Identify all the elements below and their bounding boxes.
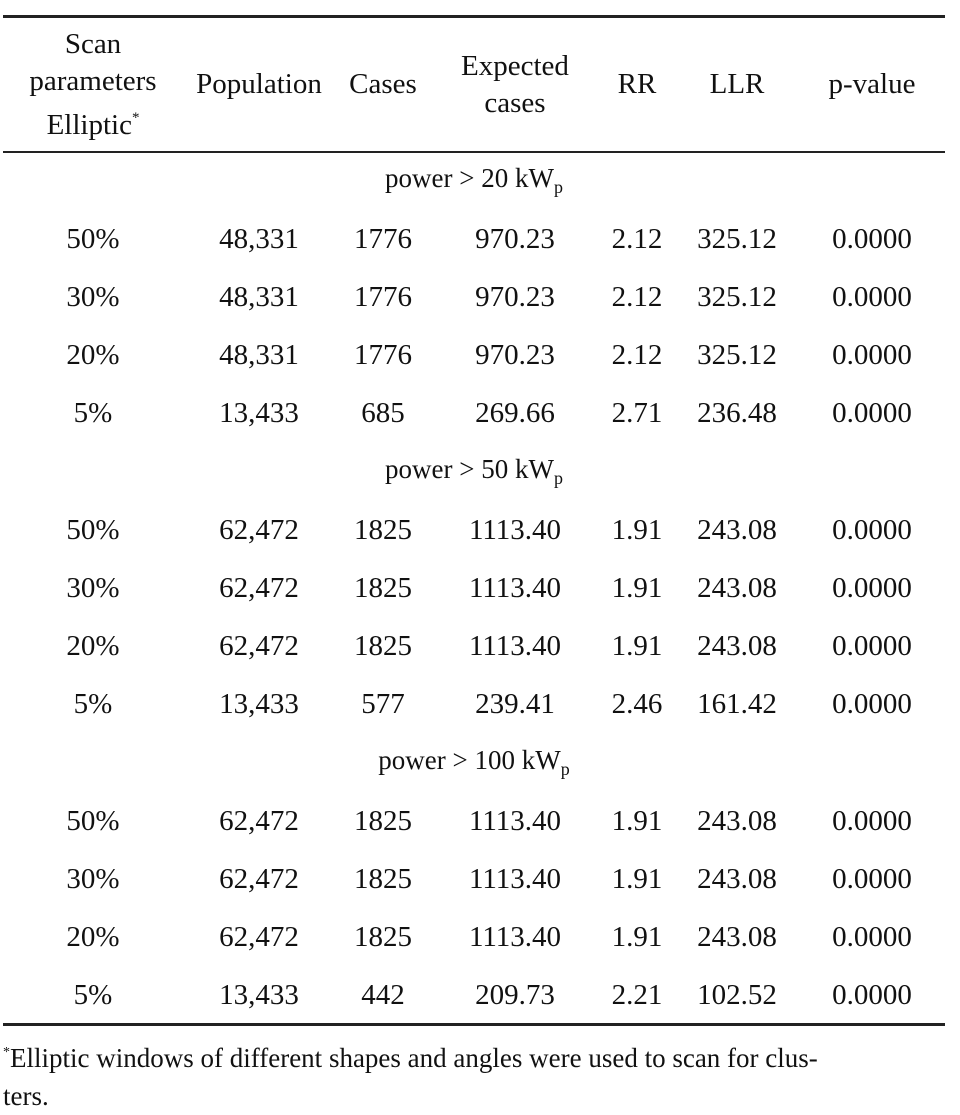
group-header-row [3, 733, 945, 792]
cell-p-value: 0.0000 [832, 978, 912, 1011]
cell-scan: 20% [66, 629, 120, 662]
table-row [3, 559, 945, 617]
cell-p-value: 0.0000 [832, 629, 912, 662]
table-body [3, 151, 945, 1024]
cell-rr: 2.12 [611, 280, 663, 313]
group-header-row [3, 442, 945, 501]
table-header [3, 18, 945, 151]
cell-llr: 243.08 [697, 920, 777, 953]
results-table [3, 18, 945, 1024]
cell-rr: 1.91 [611, 804, 663, 837]
cell-scan: 50% [66, 222, 120, 255]
cell-population: 62,472 [219, 804, 299, 837]
cell-cases: 1825 [354, 629, 412, 662]
cell-llr: 102.52 [697, 978, 777, 1011]
cell-scan: 5% [73, 978, 113, 1011]
cell-rr: 1.91 [611, 513, 663, 546]
group-label: power > 100 $kW_p$ [378, 745, 570, 779]
table-row [3, 966, 945, 1024]
cell-population: 62,472 [219, 862, 299, 895]
cell-expected-cases: 1113.40 [468, 571, 562, 604]
cell-p-value: 0.0000 [832, 920, 912, 953]
cell-rr: 2.46 [611, 687, 663, 720]
table-row [3, 501, 945, 559]
cell-rr: 1.91 [611, 862, 663, 895]
table-row [3, 792, 945, 850]
cell-llr: 243.08 [697, 571, 777, 604]
header-expected-cases: Expected cases [461, 49, 569, 119]
cell-p-value: 0.0000 [832, 338, 912, 371]
cell-llr: 243.08 [697, 629, 777, 662]
cell-expected-cases: 970.23 [475, 222, 555, 255]
cell-scan: 20% [66, 920, 120, 953]
table-row [3, 268, 945, 326]
cell-llr: 236.48 [697, 396, 777, 429]
cell-llr: 325.12 [697, 338, 777, 371]
cell-population: 62,472 [219, 571, 299, 604]
cell-expected-cases: 239.41 [475, 687, 555, 720]
cell-scan: 50% [66, 804, 120, 837]
cell-p-value: 0.0000 [832, 571, 912, 604]
table-footnote [3, 1034, 945, 1115]
cell-population: 48,331 [219, 280, 299, 313]
footnote-text-continued: ters. [3, 1081, 49, 1111]
cell-expected-cases: 1113.40 [468, 629, 562, 662]
cell-cases: 1825 [354, 804, 412, 837]
cell-cases: 1776 [354, 280, 412, 313]
cell-rr: 1.91 [611, 629, 663, 662]
cell-scan: 5% [73, 687, 113, 720]
table-row [3, 850, 945, 908]
cell-cases: 442 [361, 978, 405, 1011]
cell-cases: 1825 [354, 920, 412, 953]
cell-llr: 325.12 [697, 280, 777, 313]
footnote-marker: * [3, 1045, 10, 1060]
cell-llr: 243.08 [697, 513, 777, 546]
cell-rr: 2.21 [611, 978, 663, 1011]
cell-rr: 1.91 [611, 571, 663, 604]
header-p-value: p-value [828, 68, 916, 100]
cell-rr: 2.12 [611, 338, 663, 371]
cell-rr: 1.91 [611, 920, 663, 953]
cell-expected-cases: 1113.40 [468, 804, 562, 837]
header-cases: Cases [349, 68, 417, 100]
cell-expected-cases: 1113.40 [468, 862, 562, 895]
footnote-marker: * [131, 109, 140, 126]
cell-cases: 685 [361, 396, 405, 429]
cell-population: 13,433 [219, 978, 299, 1011]
header-scan-parameters: Scan parameters Elliptic* [29, 27, 157, 141]
cell-population: 62,472 [219, 513, 299, 546]
group-label: power > 50 $kW_p$ [385, 454, 563, 488]
header-llr: LLR [709, 68, 765, 100]
cell-population: 48,331 [219, 222, 299, 255]
table-row [3, 617, 945, 675]
group-header-row [3, 151, 945, 210]
cell-population: 62,472 [219, 629, 299, 662]
cell-cases: 1776 [354, 338, 412, 371]
cell-population: 13,433 [219, 687, 299, 720]
cell-p-value: 0.0000 [832, 280, 912, 313]
cell-p-value: 0.0000 [832, 804, 912, 837]
cell-cases: 577 [361, 687, 405, 720]
cell-rr: 2.12 [611, 222, 663, 255]
cell-p-value: 0.0000 [832, 862, 912, 895]
table-row [3, 210, 945, 268]
header-population: Population [196, 68, 322, 100]
table-row [3, 326, 945, 384]
cell-scan: 30% [66, 571, 120, 604]
cell-p-value: 0.0000 [832, 687, 912, 720]
cell-scan: 30% [66, 862, 120, 895]
cell-llr: 243.08 [697, 804, 777, 837]
table-row [3, 675, 945, 733]
cell-llr: 243.08 [697, 862, 777, 895]
cell-rr: 2.71 [611, 396, 663, 429]
cell-expected-cases: 209.73 [475, 978, 555, 1011]
cell-expected-cases: 269.66 [475, 396, 555, 429]
footnote-text: Elliptic windows of different shapes and angles were used to scan for clus- [10, 1043, 818, 1073]
cell-p-value: 0.0000 [832, 396, 912, 429]
cell-expected-cases: 970.23 [475, 280, 555, 313]
cell-expected-cases: 1113.40 [468, 513, 562, 546]
cell-scan: 50% [66, 513, 120, 546]
cell-scan: 30% [66, 280, 120, 313]
header-rr: RR [617, 68, 657, 100]
cell-p-value: 0.0000 [832, 222, 912, 255]
cell-p-value: 0.0000 [832, 513, 912, 546]
group-label: power > 20 $kW_p$ [385, 163, 563, 197]
cell-population: 48,331 [219, 338, 299, 371]
cell-population: 62,472 [219, 920, 299, 953]
cell-population: 13,433 [219, 396, 299, 429]
cell-cases: 1825 [354, 571, 412, 604]
cell-cases: 1825 [354, 862, 412, 895]
cell-cases: 1776 [354, 222, 412, 255]
cell-expected-cases: 970.23 [475, 338, 555, 371]
cell-scan: 5% [73, 396, 113, 429]
cell-llr: 325.12 [697, 222, 777, 255]
cell-scan: 20% [66, 338, 120, 371]
table-row [3, 384, 945, 442]
cell-expected-cases: 1113.40 [468, 920, 562, 953]
table-row [3, 908, 945, 966]
cell-llr: 161.42 [697, 687, 777, 720]
cell-cases: 1825 [354, 513, 412, 546]
